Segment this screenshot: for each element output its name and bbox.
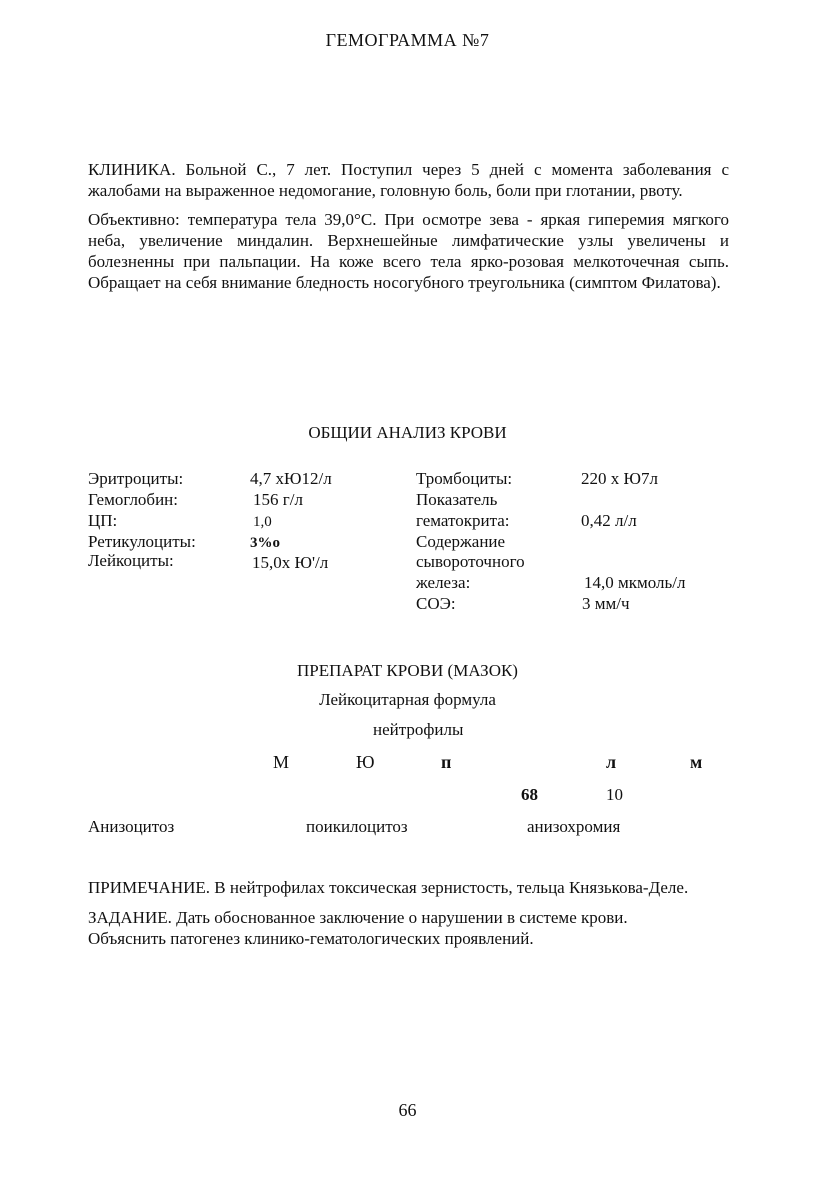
esr-value: 3 мм/ч xyxy=(582,594,630,613)
erythrocytes-value: 4,7 хЮ12/л xyxy=(250,469,332,488)
note-text: ПРИМЕЧАНИЕ. В нейтрофилах токсическая зернистость, тельца Князькова-Деле. xyxy=(88,878,689,897)
objective-paragraph: Объективно: температура тела 39,0°С. При осмотре зева - яркая гиперемия мягкого неба, увеличение миндалин. Верхнешейные лимфатические узлы увеличены и болезненны при пальпации. На коже всего тела ярко-розовая мелкоточечная сыпь. Обращает на себя внимание бледность носогубного треугольника (симптом Филатова). xyxy=(88,210,729,292)
iron-label-line3: железа: xyxy=(416,573,471,592)
hematocrit-value: 0,42 л/л xyxy=(581,511,637,530)
leukocyte-formula-title: Лейкоцитарная формула xyxy=(319,690,496,709)
header-myelocytes: М xyxy=(273,752,290,772)
erythrocytes-label: Эритроциты: xyxy=(88,469,184,488)
header-monocytes: м xyxy=(690,752,703,772)
task-line2: Объяснить патогенез клинико-гематологических проявлений. xyxy=(88,929,534,948)
hematocrit-label-line1: Показатель xyxy=(416,490,498,509)
segmented-value: 68 xyxy=(521,785,538,804)
anisocytosis-label: Анизоцитоз xyxy=(88,817,175,836)
neutrophils-title: нейтрофилы xyxy=(373,720,464,739)
platelets-label: Тромбоциты: xyxy=(416,469,513,488)
color-index-label: ЦП: xyxy=(88,511,118,530)
platelets-value: 220 х Ю7л xyxy=(581,469,658,488)
iron-value: 14,0 мкмоль/л xyxy=(584,573,686,592)
task-line1: ЗАДАНИЕ. Дать обоснованное заключение о нарушении в системе крови. xyxy=(88,908,628,927)
hemoglobin-value: 156 г/л xyxy=(253,490,303,509)
lymphocytes-value: 10 xyxy=(606,785,623,804)
esr-label: СОЭ: xyxy=(416,594,456,613)
header-metamyelocytes: Ю xyxy=(356,752,375,772)
leukocytes-label: Лейкоциты: xyxy=(88,551,174,570)
iron-label-line1: Содержание xyxy=(416,532,506,551)
reticulocytes-value: 3%о xyxy=(250,535,280,551)
analysis-title: ОБЩИИ АНАЛИЗ КРОВИ xyxy=(308,423,507,442)
iron-label-line2: сывороточного xyxy=(416,552,525,571)
anisochromia-label: анизохромия xyxy=(527,817,621,836)
poikilocytosis-label: поикилоцитоз xyxy=(306,817,408,836)
hemoglobin-label: Гемоглобин: xyxy=(88,490,178,509)
hematocrit-label-line2: гематокрита: xyxy=(416,511,510,530)
reticulocytes-label: Ретикулоциты: xyxy=(88,532,196,551)
page-title: ГЕМОГРАММА №7 xyxy=(325,30,490,50)
leukocytes-value: 15,0х Ю'/л xyxy=(252,553,329,572)
clinic-paragraph: КЛИНИКА. Больной С., 7 лет. Поступил через 5 дней с момента заболевания с жалобами на выраженное недомогание, головную боль, боли при глотании, рвоту. xyxy=(88,160,729,200)
smear-title: ПРЕПАРАТ КРОВИ (МАЗОК) xyxy=(297,661,518,680)
header-band: п xyxy=(441,752,452,772)
page-number: 66 xyxy=(398,1100,417,1120)
header-lymphocytes: л xyxy=(606,752,617,772)
color-index-value: 1,0 xyxy=(253,514,272,530)
